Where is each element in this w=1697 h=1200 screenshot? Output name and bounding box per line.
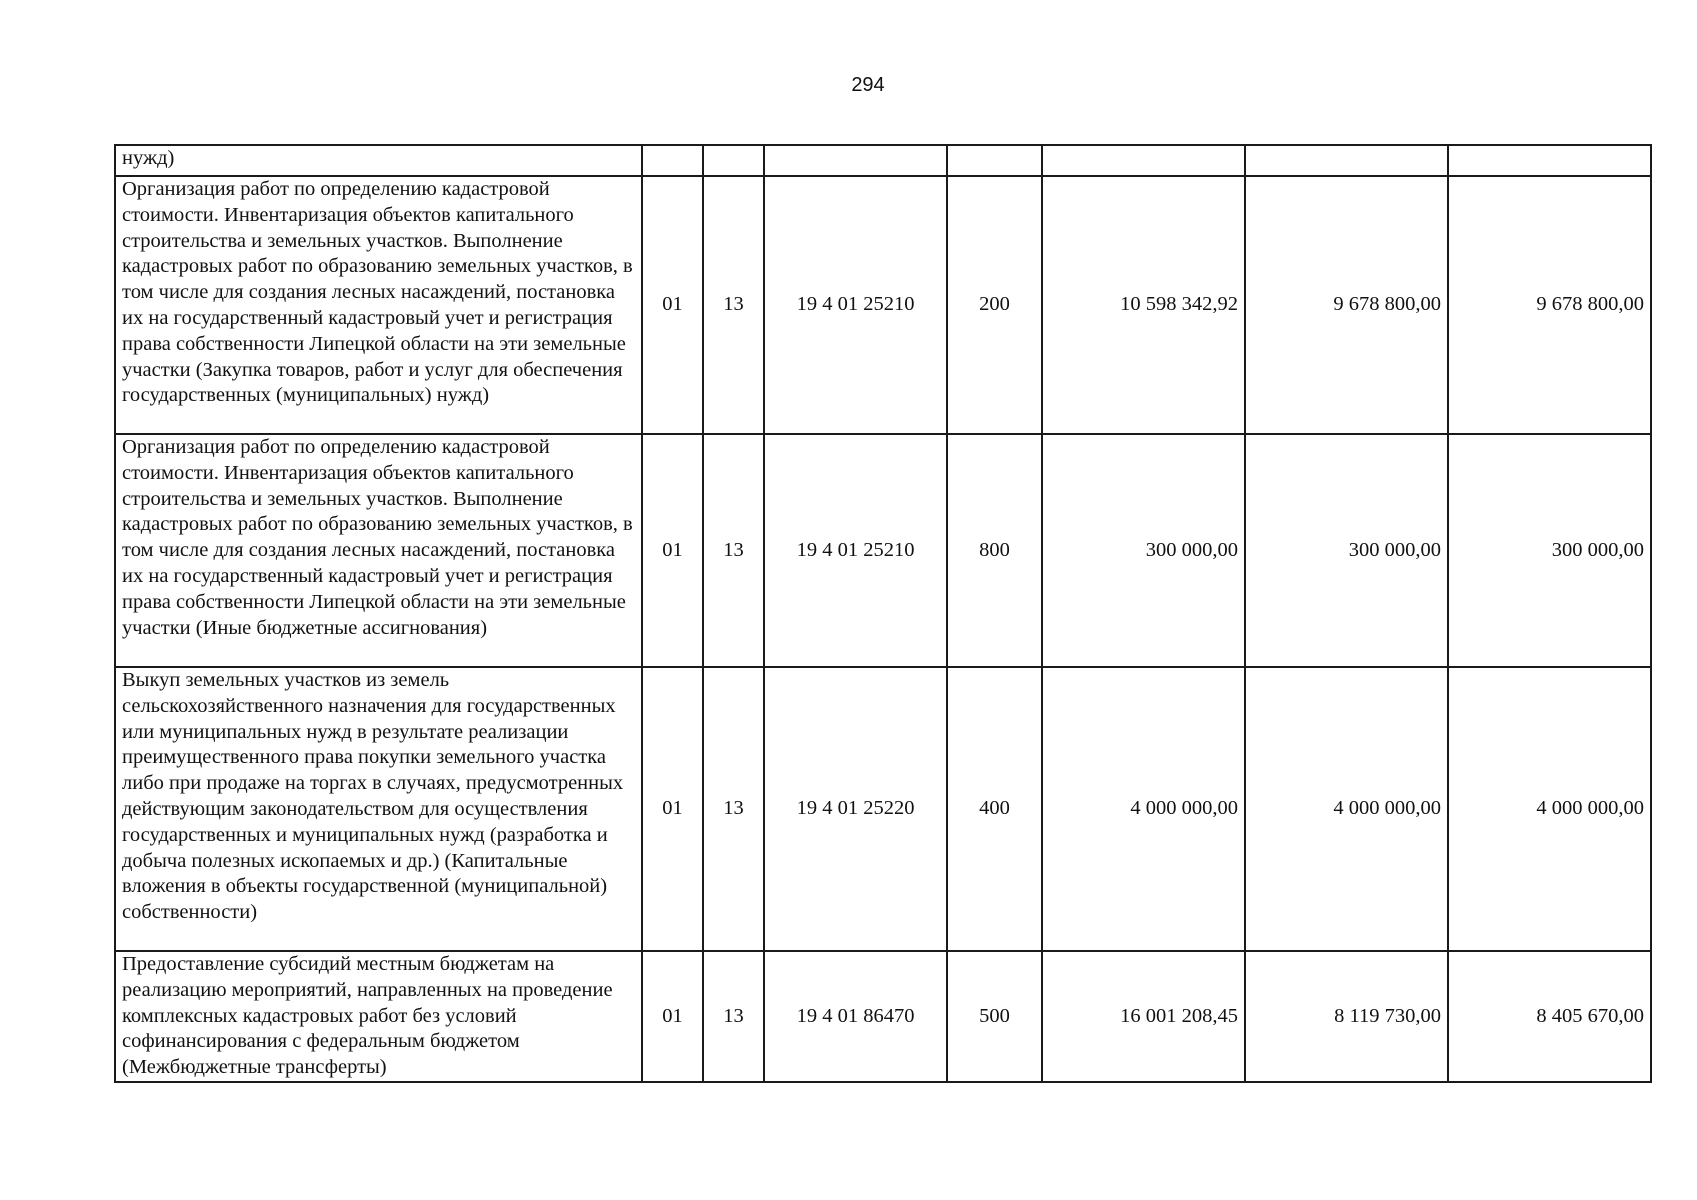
continuation-text: нужд): [115, 145, 642, 176]
amount-year-2: 8 119 730,00: [1245, 951, 1448, 1082]
table-row: [115, 434, 1651, 667]
amount-year-3: 8 405 670,00: [1448, 951, 1651, 1082]
subsection-code: 13: [703, 667, 764, 951]
amount-year-1: 10 598 342,92: [1042, 176, 1245, 434]
row-description: Организация работ по определению кадастровой стоимости. Инвентаризация объектов капитального строительства и земельных участков. Выполнение кадастровых работ по образованию земельных участков, в том числе для создания лесных насаждений, постановка их на государственный кадастровый учет и регистрация права собственности Липецкой области на эти земельные участки (Иные бюджетные ассигнования): [115, 434, 642, 667]
amount-year-1: 4 000 000,00: [1042, 667, 1245, 951]
subsection-code: 13: [703, 176, 764, 434]
empty-cell: [1448, 145, 1651, 176]
table-row: [115, 176, 1651, 434]
section-code: 01: [642, 434, 703, 667]
expense-type-code: 800: [947, 434, 1042, 667]
empty-cell: [1042, 145, 1245, 176]
table-row: [115, 667, 1651, 951]
table-row-continuation: [115, 145, 1651, 176]
expense-type-code: 500: [947, 951, 1042, 1082]
budget-table: [114, 144, 1652, 1083]
row-description: Предоставление субсидий местным бюджетам на реализацию мероприятий, направленных на проведение комплексных кадастровых работ без условий софинансирования с федеральным бюджетом (Межбюджетные трансферты): [115, 951, 642, 1082]
empty-cell: [1245, 145, 1448, 176]
subsection-code: 13: [703, 434, 764, 667]
amount-year-2: 9 678 800,00: [1245, 176, 1448, 434]
target-article-code: 19 4 01 25210: [764, 176, 947, 434]
expense-type-code: 200: [947, 176, 1042, 434]
row-description: Организация работ по определению кадастровой стоимости. Инвентаризация объектов капитального строительства и земельных участков. Выполнение кадастровых работ по образованию земельных участков, в том числе для создания лесных насаждений, постановка их на государственный кадастровый учет и регистрация права собственности Липецкой области на эти земельные участки (Закупка товаров, работ и услуг для обеспечения государственных (муниципальных) нужд): [115, 176, 642, 434]
section-code: 01: [642, 667, 703, 951]
empty-cell: [947, 145, 1042, 176]
page-number: 294: [851, 74, 885, 96]
empty-cell: [703, 145, 764, 176]
table-row: [115, 951, 1651, 1082]
expense-type-code: 400: [947, 667, 1042, 951]
section-code: 01: [642, 951, 703, 1082]
amount-year-1: 300 000,00: [1042, 434, 1245, 667]
target-article-code: 19 4 01 25210: [764, 434, 947, 667]
amount-year-2: 4 000 000,00: [1245, 667, 1448, 951]
row-description: Выкуп земельных участков из земель сельскохозяйственного назначения для государственных или муниципальных нужд в результате реализации преимущественного права покупки земельного участка либо при продаже на торгах в случаях, предусмотренных действующим законодательством для осуществления государственных и муниципальных нужд (разработка и добыча полезных ископаемых и др.) (Капитальные вложения в объекты государственной (муниципальной) собственности): [115, 667, 642, 951]
empty-cell: [764, 145, 947, 176]
empty-cell: [642, 145, 703, 176]
subsection-code: 13: [703, 951, 764, 1082]
amount-year-3: 300 000,00: [1448, 434, 1651, 667]
amount-year-1: 16 001 208,45: [1042, 951, 1245, 1082]
section-code: 01: [642, 176, 703, 434]
target-article-code: 19 4 01 25220: [764, 667, 947, 951]
target-article-code: 19 4 01 86470: [764, 951, 947, 1082]
amount-year-3: 9 678 800,00: [1448, 176, 1651, 434]
amount-year-2: 300 000,00: [1245, 434, 1448, 667]
amount-year-3: 4 000 000,00: [1448, 667, 1651, 951]
